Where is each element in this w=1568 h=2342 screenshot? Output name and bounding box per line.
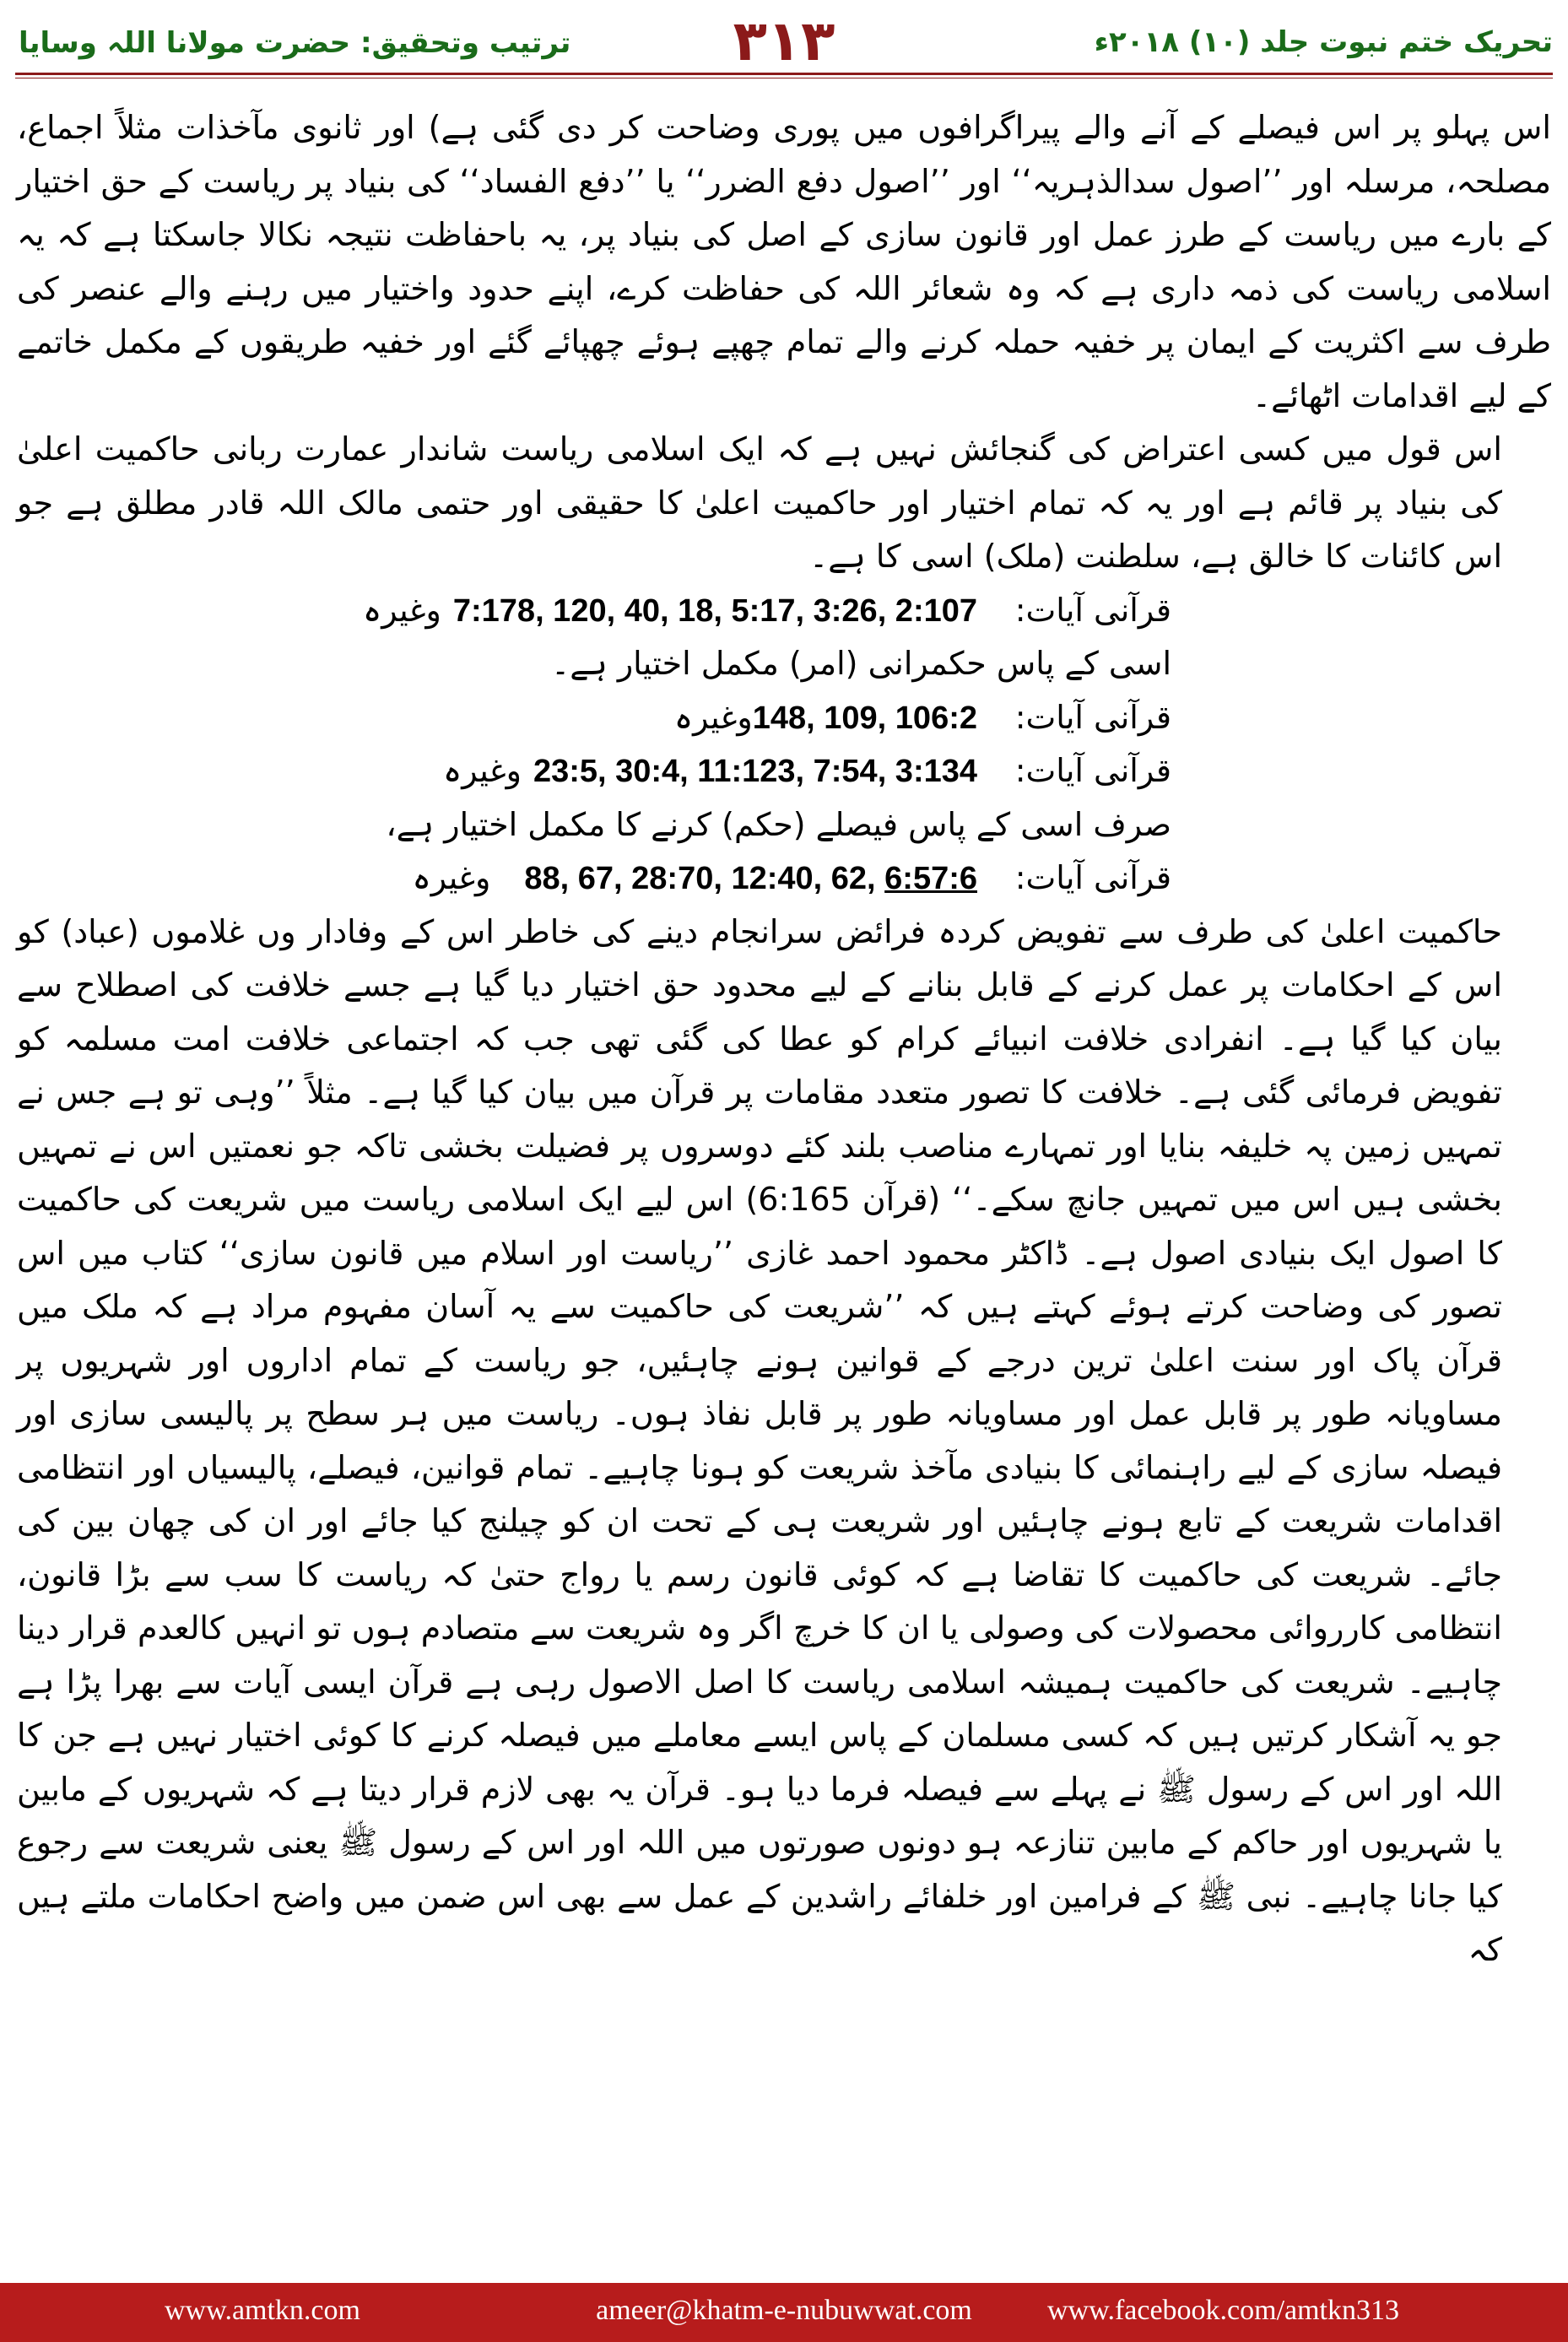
verse-refs: 148, 109, 106:2 <box>752 700 977 736</box>
paragraph-2: اس قول میں کسی اعتراض کی گنجائش نہیں ہے کہ ایک اسلامی ریاست شاندار عمارت ربانی حاکمیت اعلیٰ کی بنیاد پر قائم ہے اور یہ کہ تمام اختیار اور حاکمیت اعلیٰ کا حقیقی اور حتمی مالک اللہ قادر مطلق ہے جو اس کائنات کا خالق ہے، سلطنت (ملک) اسی کا ہے۔ <box>17 430 1502 575</box>
verse-label: قرآنی آیات: <box>1014 752 1171 789</box>
verse-reference-1 <box>17 584 1551 638</box>
verse-refs-plain: 88, 67, 28:70, 12:40, 62, <box>524 861 885 896</box>
verse-suffix: وغیرہ <box>362 591 441 629</box>
verse-suffix: وغیرہ <box>443 752 522 789</box>
verse-reference-4 <box>17 852 1551 906</box>
verse-label: قرآنی آیات: <box>1014 859 1171 896</box>
website-link[interactable]: www.amtkn.com <box>165 2295 360 2326</box>
verse-reference-3 <box>17 744 1551 798</box>
email-link[interactable]: ameer@khatm-e-nubuwwat.com <box>596 2295 972 2326</box>
page-footer <box>0 2283 1568 2342</box>
verse-label: قرآنی آیات: <box>1014 591 1171 629</box>
authority-note-2: صرف اسی کے پاس فیصلے (حکم) کرنے کا مکمل اختیار ہے، <box>386 805 1171 843</box>
book-title: تحریک ختم نبوت جلد (۱۰) ۲۰۱۸ء <box>1094 25 1553 59</box>
page-header <box>0 0 1568 84</box>
authority-note-1: اسی کے پاس حکمرانی (امر) مکمل اختیار ہے۔ <box>550 645 1171 682</box>
page-body <box>17 101 1551 1977</box>
verse-label: قرآنی آیات: <box>1014 698 1171 736</box>
verse-refs <box>524 852 977 906</box>
header-divider <box>15 73 1553 75</box>
facebook-link[interactable]: www.facebook.com/amtkn313 <box>1046 2295 1399 2326</box>
paragraph-1: اس پہلو پر اس فیصلے کے آنے والے پیراگرافوں میں پوری وضاحت کر دی گئی ہے) اور ثانوی مآخذات مثلاً اجماع، مصلحہ، مرسلہ اور ’’اصول سدالذہریہ‘‘ اور ’’اصول دفع الضرر‘‘ یا ’’دفع الفساد‘‘ کی بنیاد پر ریاست کے حق اختیار کے بارے میں ریاست کے طرز عمل اور قانون سازی کے اصل کی بنیاد پر، یہ باحفاظت نتیجہ نکالا جاسکتا ہے کہ یہ اسلامی ریاست کی ذمہ داری ہے کہ وہ شعائر اللہ کی حفاظت کرے، اپنے حدود واختیار میں رہنے والے عنصر کی طرف سے اکثریت کے ایمان پر خفیہ حملہ کرنے والے تمام چھپے ہوئے چھپائے گئے اور خفیہ طریقوں کے مکمل خاتمے کے لیے اقدامات اٹھائے۔ <box>17 109 1551 414</box>
verse-refs-underlined: 6:57:6 <box>884 861 977 896</box>
verse-refs: 7:178, 120, 40, 18, 5:17, 3:26, 2:107 <box>452 592 977 629</box>
paragraph-3: حاکمیت اعلیٰ کی طرف سے تفویض کردہ فرائض سرانجام دینے کی خاطر اس کے وفادار وں غلاموں (عباد) کو اس کے احکامات پر عمل کرنے کے قابل بنانے کے لیے محدود حق اختیار دیا گیا ہے جسے خلافت کی اصطلاح سے بیان کیا گیا ہے۔ انفرادی خلافت انبیائے کرام کو عطا کی گئی تھی جب کہ اجتماعی خلافت امت مسلمہ کو تفویض فرمائی گئی ہے۔ خلافت کا تصور متعدد مقامات پر قرآن میں بیان کیا گیا ہے۔ مثلاً ’’وہی تو ہے جس نے تمہیں زمین پہ خلیفہ بنایا اور تمہارے مناصب بلند کئے دوسروں پر فضیلت بخشی تاکہ جو نعمتیں اس نے تمہیں بخشی ہیں اس میں تمہیں جانچ سکے۔‘‘ (قرآن 6:165) اس لیے ایک اسلامی ریاست میں شریعت کی حاکمیت کا اصول ایک بنیادی اصول ہے۔ ڈاکٹر محمود احمد غازی ’’ریاست اور اسلام میں قانون سازی‘‘ کتاب میں اس تصور کی وضاحت کرتے ہوئے کہتے ہیں کہ ’’شریعت کی حاکمیت سے یہ آسان مفہوم مراد ہے کہ ملک میں قرآن پاک اور سنت اعلیٰ ترین درجے کے قوانین ہونے چاہئیں، جو ریاست کے تمام اداروں اور شہریوں پر مساویانہ طور پر قابل عمل اور مساویانہ طور پر قابل نفاذ ہوں۔ ریاست میں ہر سطح پر پالیسی سازی اور فیصلہ سازی کے لیے راہنمائی کا بنیادی مآخذ شریعت کو ہونا چاہیے۔ تمام قوانین، فیصلے، پالیسیاں اور انتظامی اقدامات شریعت کے تابع ہونے چاہئیں اور شریعت ہی کے تحت ان کو چیلنج کیا جائے اور ان کی چھان بین کی جائے۔ شریعت کی حاکمیت کا تقاضا ہے کہ کوئی قانون رسم یا رواج حتیٰ کہ ریاست کا سب سے بڑا قانون، انتظامی کارروائی محصولات کی وصولی یا ان کا خرچ اگر وہ شریعت سے متصادم ہوں تو انہیں کالعدم قرار دینا چاہیے۔ شریعت کی حاکمیت ہمیشہ اسلامی ریاست کا اصل الاصول رہی ہے قرآن ایسی آیات سے بھرا پڑا ہے جو یہ آشکار کرتیں ہیں کہ کسی مسلمان کے پاس ایسے معاملے میں فیصلہ کرنے کا کوئی اختیار نہیں ہے جن کا اللہ اور اس کے رسول ﷺ نے پہلے سے فیصلہ فرما دیا ہو۔ قرآن یہ بھی لازم قرار دیتا ہے کہ شہریوں کے مابین یا شہریوں اور حاکم کے مابین تنازعہ ہو دونوں صورتوں میں اللہ اور اس کے رسول ﷺ یعنی شریعت سے رجوع کیا جانا چاہیے۔ نبی ﷺ کے فرامین اور خلفائے راشدین کے عمل سے بھی اس ضمن میں واضح احکامات ملتے ہیں کہ <box>17 912 1502 1968</box>
page-number: ۳۱۳ <box>733 8 835 73</box>
compiler-credit: ترتیب وتحقیق: حضرت مولانا اللہ وسایا <box>19 26 571 60</box>
verse-refs: 23:5, 30:4, 11:123, 7:54, 3:134 <box>533 754 977 789</box>
verse-reference-2 <box>17 691 1551 745</box>
verse-suffix: وغیرہ <box>412 859 491 896</box>
verse-suffix: وغیرہ <box>673 698 753 736</box>
